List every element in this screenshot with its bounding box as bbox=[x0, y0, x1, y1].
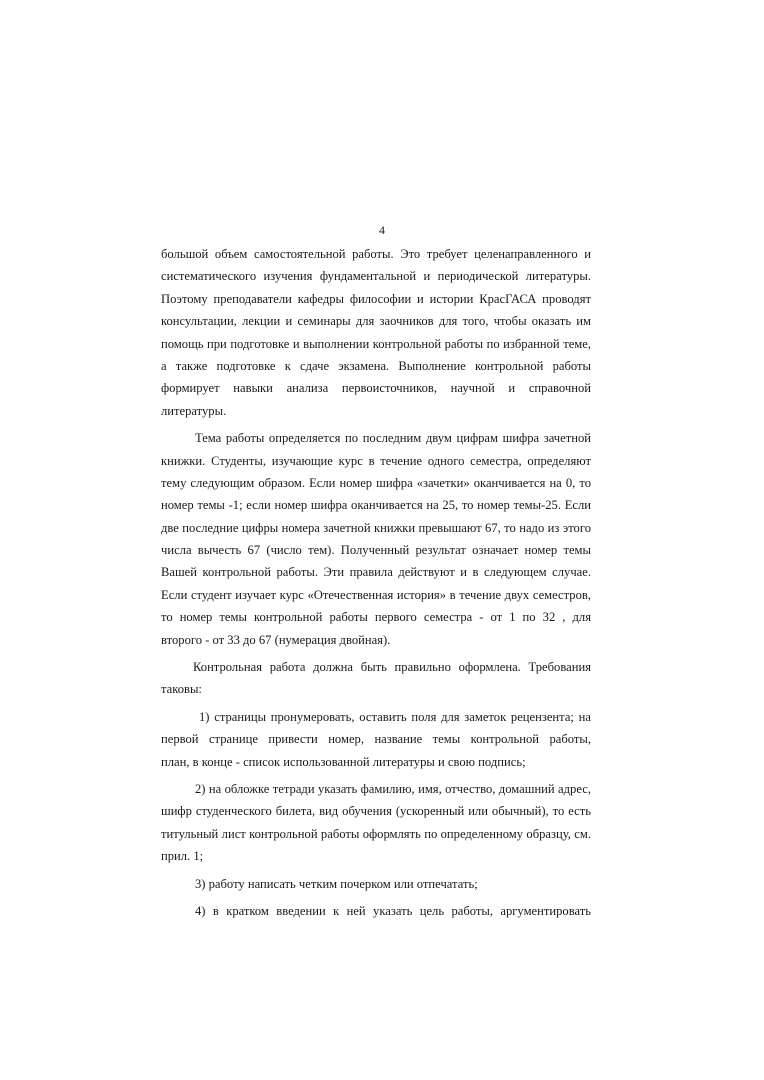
paragraph bbox=[161, 900, 591, 922]
text-line: систематического изучения фундаментальной и периодической литературы. bbox=[161, 269, 591, 284]
text-line: формирует навыки анализа первоисточников, научной и справочной bbox=[161, 381, 591, 396]
paragraph bbox=[161, 778, 591, 868]
text-line: две последние цифры номера зачетной книжки превышают 67, то надо из этого bbox=[161, 520, 591, 535]
text-line: прил. 1; bbox=[161, 849, 204, 864]
text-line: 2) на обложке тетради указать фамилию, имя, отчество, домашний адрес, bbox=[195, 781, 591, 796]
text-line: Контрольная работа должна быть правильно оформлена. Требования bbox=[193, 660, 591, 675]
text-line: шифр студенческого билета, вид обучения (ускоренный или обычный), то есть bbox=[161, 804, 591, 819]
text-line: литературы. bbox=[161, 403, 227, 418]
text-line: книжки. Студенты, изучающие курс в течение одного семестра, определяют bbox=[161, 453, 591, 468]
page-number: 4 bbox=[379, 223, 385, 237]
paragraph bbox=[161, 873, 591, 895]
document-body bbox=[161, 243, 591, 922]
text-line: Вашей контрольной работы. Эти правила действуют и в следующем случае. bbox=[161, 565, 591, 580]
text-line: тему следующим образом. Если номер шифра «зачетки» оканчивается на 0, то bbox=[161, 475, 591, 490]
text-line: таковы: bbox=[161, 682, 202, 697]
text-line: первой странице привести номер, название темы контрольной работы, bbox=[161, 732, 591, 747]
text-line: титульный лист контрольной работы оформлять по определенному образцу, см. bbox=[161, 826, 591, 841]
text-line: второго - от 33 до 67 (нумерация двойная). bbox=[161, 632, 391, 647]
text-line: большой объем самостоятельной работы. Это требует целенаправленного и bbox=[161, 247, 591, 261]
paragraph bbox=[161, 706, 591, 773]
text-line: Тема работы определяется по последним двум цифрам шифра зачетной bbox=[195, 431, 591, 446]
text-line: помощь при подготовке и выполнении контрольной работы по избранной теме, bbox=[161, 336, 591, 351]
paragraph bbox=[161, 656, 591, 701]
paragraph bbox=[161, 243, 591, 422]
text-line: то номер темы контрольной работы первого семестра - от 1 по 32 , для bbox=[161, 610, 591, 625]
text-line: 4) в кратком введении к ней указать цель работы, аргументировать bbox=[195, 903, 591, 918]
text-line: номер темы -1; если номер шифра оканчивается на 25, то номер темы-25. Если bbox=[161, 498, 591, 513]
text-line: а также подготовке к сдаче экзамена. Выполнение контрольной работы bbox=[161, 358, 591, 373]
text-line: Поэтому преподаватели кафедры философии и истории КрасГАСА проводят bbox=[161, 291, 591, 306]
text-line: 3) работу написать четким почерком или отпечатать; bbox=[195, 876, 478, 891]
paragraph bbox=[161, 427, 591, 651]
text-line: 1) страницы пронумеровать, оставить поля для заметок рецензента; на bbox=[199, 709, 591, 724]
text-line: Если студент изучает курс «Отечественная история» в течение двух семестров, bbox=[161, 587, 591, 602]
text-line: план, в конце - список использованной литературы и свою подпись; bbox=[161, 754, 526, 769]
text-line: числа вычесть 67 (число тем). Полученный результат означает номер темы bbox=[161, 543, 591, 558]
text-line: консультации, лекции и семинары для заочников для того, чтобы оказать им bbox=[161, 314, 591, 329]
